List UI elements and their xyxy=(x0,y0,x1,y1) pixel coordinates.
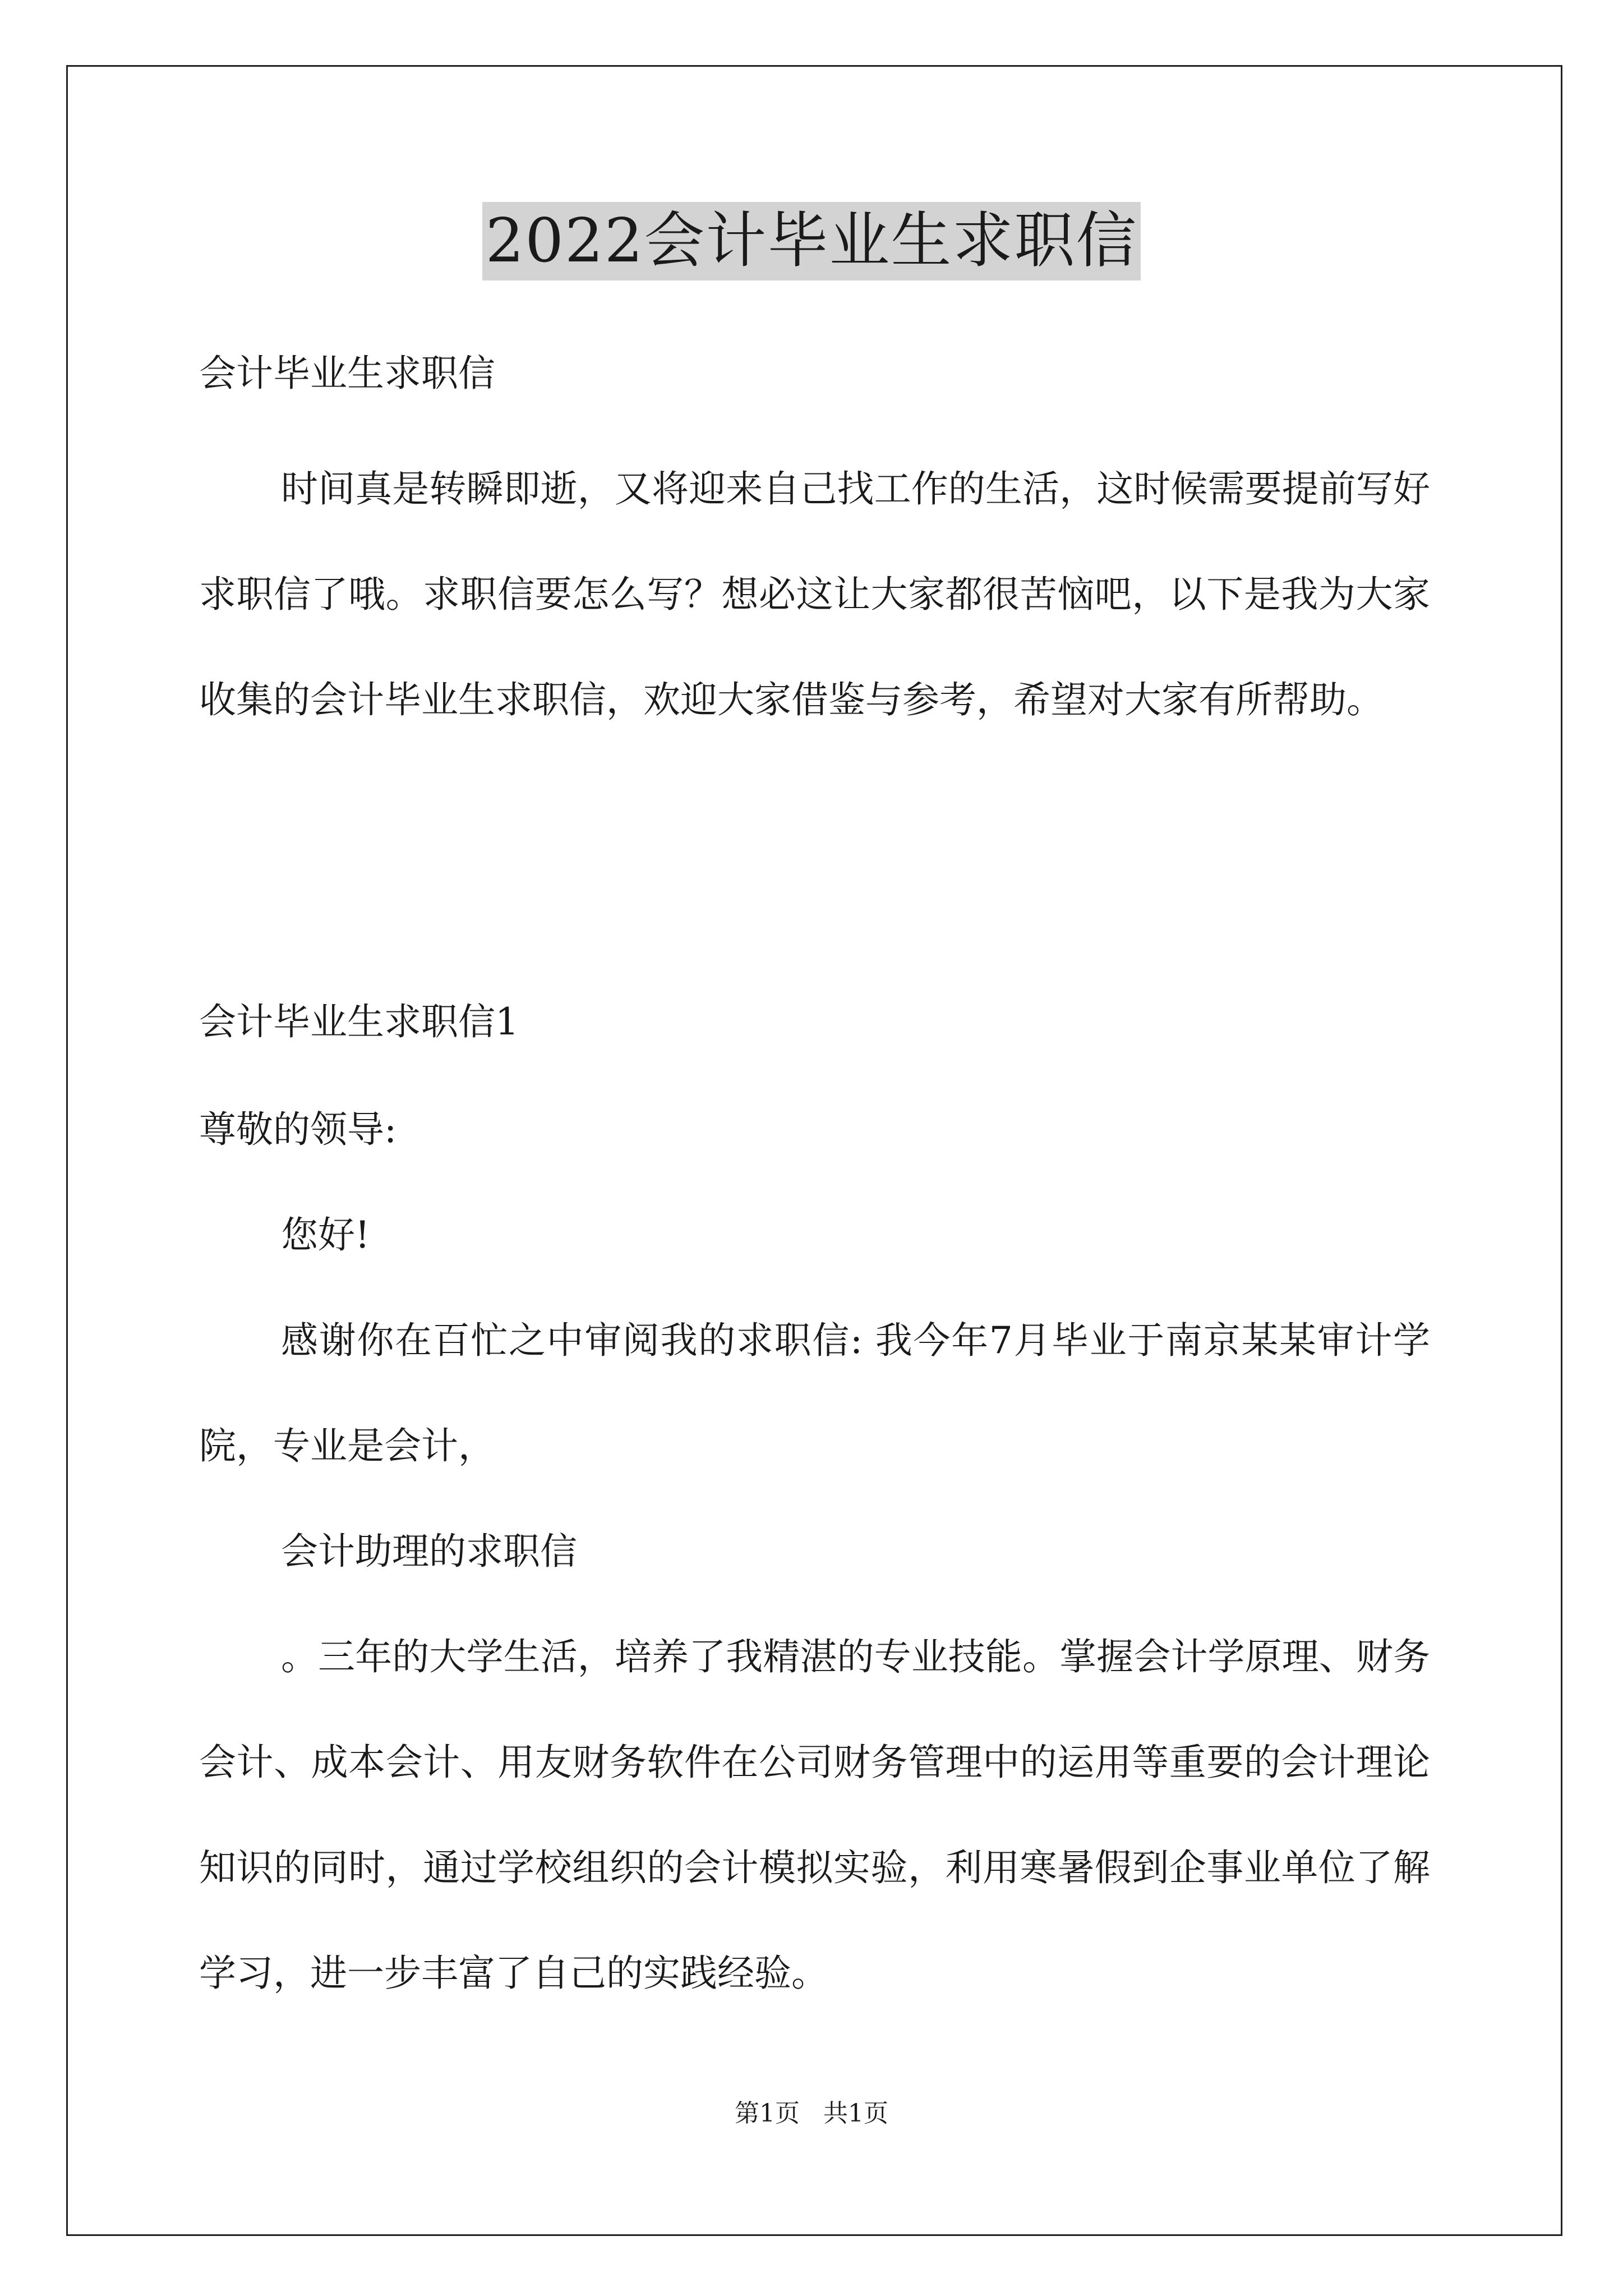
title-container xyxy=(0,202,1623,280)
document-title: 2022会计毕业生求职信 xyxy=(482,202,1141,280)
section-heading: 会计毕业生求职信1 xyxy=(199,1000,519,1043)
greeting: 您好! xyxy=(281,1213,370,1257)
page-number-footer: 第1页 共1页 xyxy=(735,2099,888,2128)
letter-paragraph-1: 感谢你在百忙之中审阅我的求职信: 我今年7月毕业于南京某某审计学院，专业是会计， xyxy=(199,1319,1430,1467)
letter-paragraph-3: 。三年的大学生活，培养了我精湛的专业技能。掌握会计学原理、财务会计、成本会计、用友财务软件在公司财务管理中的运用等重要的会计理论知识的同时，通过学校组织的会计模拟实验，利用寒暑假到企事业单位了解学习，进一步丰富了自己的实践经验。 xyxy=(199,1635,1430,1995)
document-subtitle: 会计毕业生求职信 xyxy=(199,352,495,395)
salutation: 尊敬的领导: xyxy=(199,1108,397,1151)
letter-paragraph-2: 会计助理的求职信 xyxy=(281,1530,577,1573)
intro-paragraph: 时间真是转瞬即逝，又将迎来自己找工作的生活，这时候需要提前写好求职信了哦。求职信要怎么写？想必这让大家都很苦恼吧，以下是我为大家收集的会计毕业生求职信，欢迎大家借鉴与参考，希望对大家有所帮助。 xyxy=(199,467,1430,721)
